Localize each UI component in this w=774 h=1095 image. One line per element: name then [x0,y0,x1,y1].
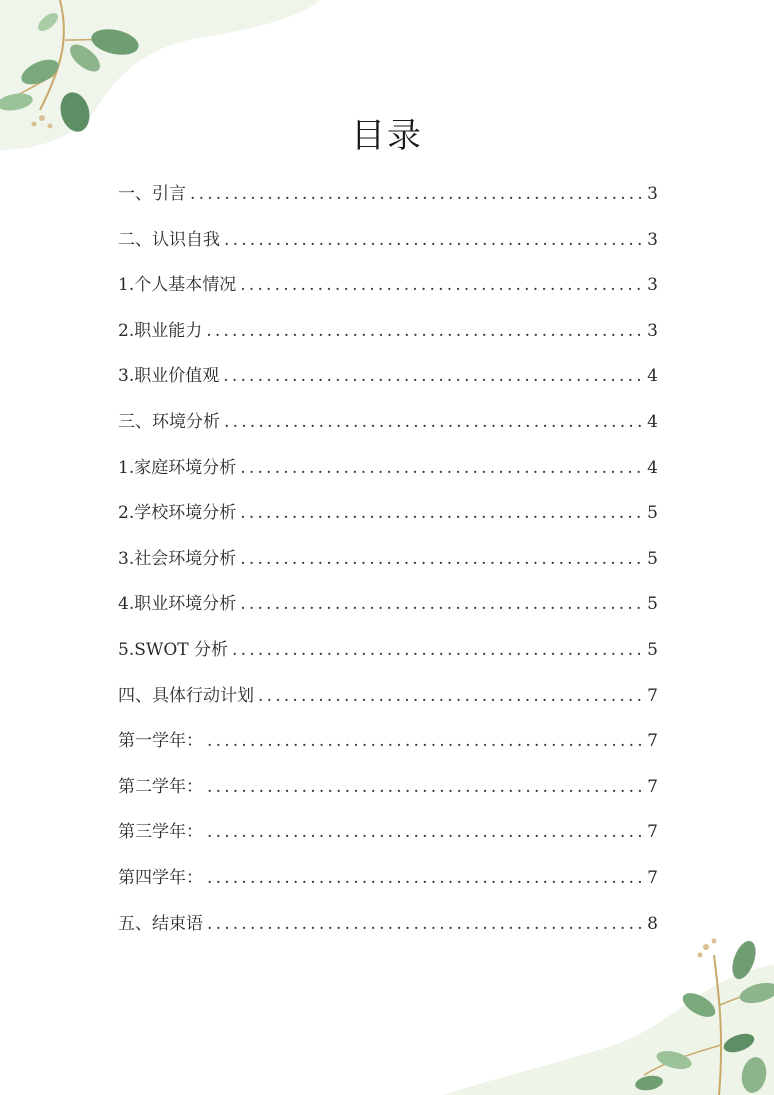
toc-leader-dots [240,446,643,492]
toc-entry-page-number: 7 [647,867,658,888]
toc-entry-page-number: 3 [647,320,658,341]
toc-entry[interactable] [118,354,658,400]
toc-entry-page-number: 4 [647,457,658,478]
toc-entry-page-number: 5 [647,548,658,569]
toc-leader-dots [207,856,643,902]
page-title: 目录 [351,116,423,156]
toc-entry-label: 三、环境分析 [118,411,220,432]
toc-entry-page-number: 5 [647,639,658,660]
toc-leader-dots [190,172,643,218]
toc-leader-dots [240,263,643,309]
toc-leader-dots [207,810,643,856]
toc-entry[interactable] [118,810,658,856]
toc-entry[interactable] [118,856,658,902]
toc-entry-page-number: 3 [647,275,658,296]
toc-entry-label: 3.职业价值观 [118,366,220,387]
toc-entry[interactable] [118,902,658,948]
toc-entry[interactable] [118,582,658,628]
toc-entry-label: 1.家庭环境分析 [118,457,237,478]
toc-leader-dots [207,765,643,811]
toc-leader-dots [224,218,643,264]
leaf-decoration-bottom-right [444,935,774,1095]
toc-entry-label: 2.职业能力 [118,320,203,341]
toc-entry[interactable] [118,309,658,355]
toc-entry[interactable] [118,400,658,446]
toc-entry-label: 第一学年： [118,731,203,752]
toc-entry-page-number: 4 [647,411,658,432]
toc-entry[interactable] [118,172,658,218]
toc-leader-dots [240,491,643,537]
toc-entry[interactable] [118,537,658,583]
toc-entry-page-number: 4 [647,366,658,387]
toc-entry-label: 1.个人基本情况 [118,275,237,296]
toc-leader-dots [207,902,643,948]
toc-entry-page-number: 7 [647,731,658,752]
toc-leader-dots [206,309,643,355]
table-of-contents [118,172,658,947]
toc-entry-label: 五、结束语 [118,913,203,934]
toc-entry-page-number: 3 [647,184,658,204]
toc-entry-label: 四、具体行动计划 [118,685,254,706]
toc-entry-label: 第三学年： [118,822,203,843]
toc-entry-label: 一、引言 [118,184,186,204]
toc-entry[interactable] [118,263,658,309]
toc-entry[interactable] [118,765,658,811]
toc-entry[interactable] [118,674,658,720]
toc-entry[interactable] [118,218,658,264]
toc-leader-dots [223,354,643,400]
toc-entry-page-number: 7 [647,776,658,797]
toc-entry[interactable] [118,491,658,537]
toc-leader-dots [258,674,643,720]
toc-entry-page-number: 7 [647,822,658,843]
toc-leader-dots [240,537,643,583]
toc-entry-label: 第四学年： [118,867,203,888]
toc-leader-dots [207,719,643,765]
toc-entry-page-number: 7 [647,685,658,706]
toc-entry[interactable] [118,446,658,492]
toc-leader-dots [240,582,643,628]
toc-entry-label: 4.职业环境分析 [118,594,237,615]
toc-entry-label: 2.学校环境分析 [118,503,237,524]
toc-leader-dots [224,400,643,446]
toc-entry[interactable] [118,628,658,674]
toc-entry-label: 第二学年： [118,776,203,797]
toc-entry-page-number: 5 [647,503,658,524]
toc-entry-label: 二、认识自我 [118,229,220,250]
toc-entry[interactable] [118,719,658,765]
toc-entry-label: 5.SWOT 分析 [118,639,229,660]
toc-entry-page-number: 8 [647,913,658,934]
toc-entry-page-number: 3 [647,229,658,250]
toc-leader-dots [232,628,643,674]
toc-entry-page-number: 5 [647,594,658,615]
toc-entry-label: 3.社会环境分析 [118,548,237,569]
